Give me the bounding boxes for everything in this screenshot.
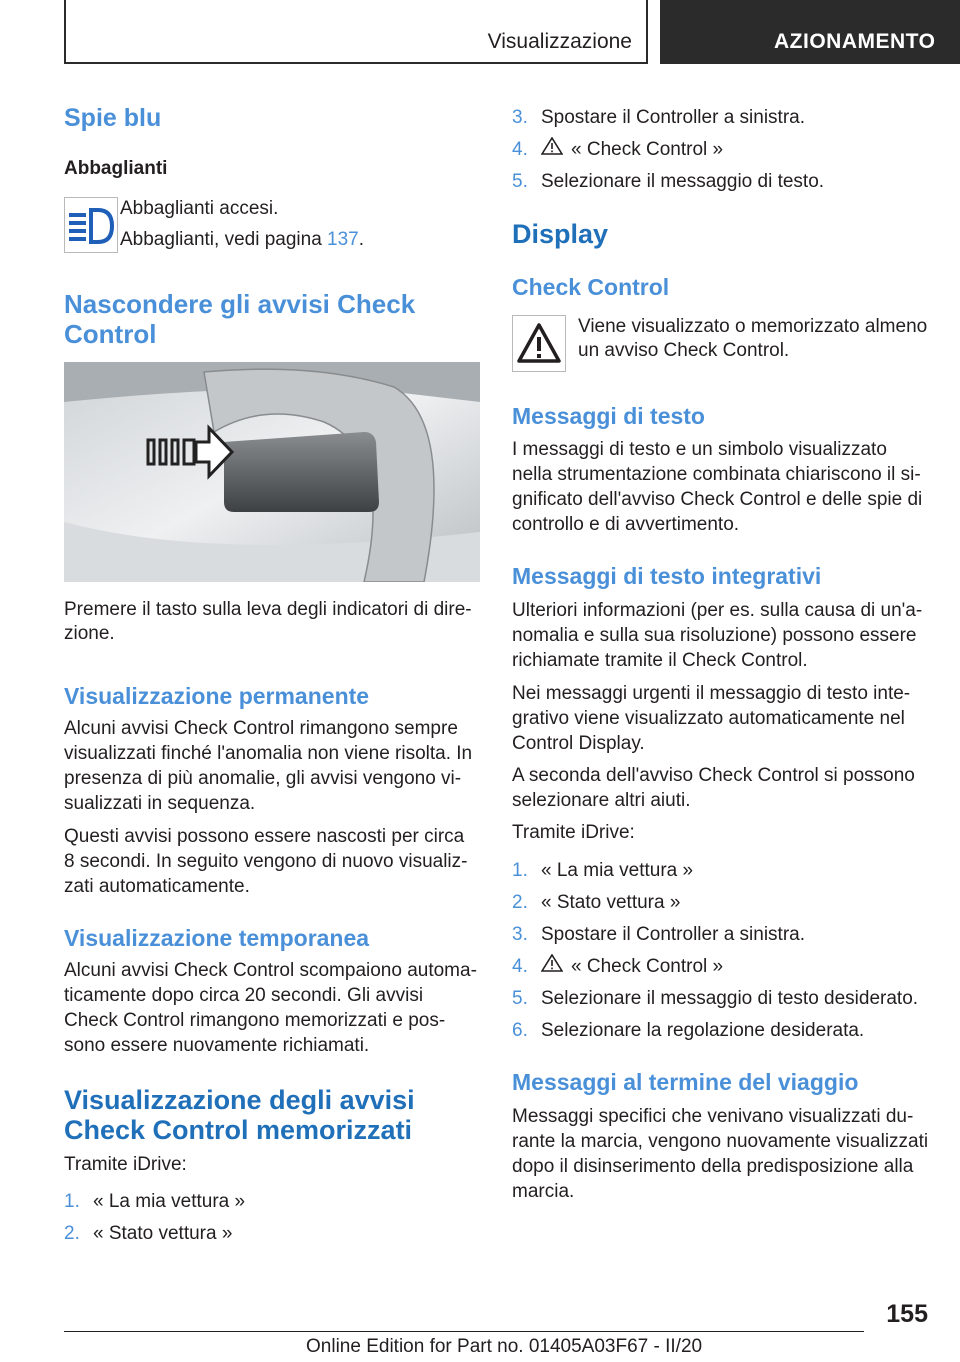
msg-line-2: nella strumentazione combinata chiariscono il si- (512, 464, 921, 485)
caption-line-1: Premere il tasto sulla leva degli indicatori di dire- (64, 599, 472, 620)
perm-line-5: Questi avvisi possono essere nascosti per circa (64, 826, 465, 847)
heading-memorizzati-line1: Visualizzazione degli avvisi (64, 1085, 415, 1115)
heading-abbaglianti: Abbaglianti (64, 158, 168, 179)
perm-line-2: visualizzati finché l'anomalia non viene risolta. In (64, 743, 473, 764)
turn-signal-lever-illustration (64, 362, 480, 582)
header-section-box (64, 0, 648, 64)
fine-line-2: rante la marcia, vengono nuovamente visualizzati (512, 1131, 929, 1152)
heading-nascondere-line1: Nascondere gli avvisi Check (64, 289, 416, 319)
page-number: 155 (886, 1300, 928, 1328)
int-line-7: A seconda dell'avviso Check Control si possono (512, 765, 915, 786)
list-item: 1. « La mia vettura » (64, 1191, 246, 1212)
int-line-1: Ulteriori informazioni (per es. sulla causa di un'a- (512, 600, 923, 621)
warning-triangle-icon (541, 954, 571, 979)
heading-memorizzati-line2: Check Control memorizzati (64, 1115, 413, 1145)
perm-line-7: zati automaticamente. (64, 876, 250, 897)
tramite-idrive-right: Tramite iDrive: (512, 822, 635, 843)
list-item: 1. « La mia vettura » (512, 860, 694, 881)
heading-spie-blu: Spie blu (64, 104, 162, 132)
heading-nascondere-line2: Control (64, 319, 157, 349)
perm-line-1: Alcuni avvisi Check Control rimangono sempre (64, 718, 458, 739)
page-link-137[interactable]: 137 (327, 229, 359, 250)
int-line-4: Nei messaggi urgenti il messaggio di testo inte- (512, 683, 911, 704)
int-line-8: selezionare altri aiuti. (512, 790, 691, 811)
list-item: 5. Selezionare il messaggio di testo. (512, 171, 825, 192)
warning-triangle-icon (541, 137, 571, 162)
list-item: 3. Spostare il Controller a sinistra. (512, 107, 805, 128)
list-item: 2. « Stato vettura » (64, 1223, 233, 1244)
fine-line-3: dopo il disinserimento della predisposizione alla (512, 1156, 914, 1177)
caption-line-2: zione. (64, 623, 115, 644)
msg-line-3: gnificato dell'avviso Check Control e delle spie di (512, 489, 923, 510)
list-item: 4. « Check Control » (512, 956, 724, 977)
list-item: 5. Selezionare il messaggio di testo desiderato. (512, 988, 919, 1009)
temp-line-2: ticamente dopo circa 20 secondi. Gli avvisi (64, 985, 424, 1006)
temp-line-3: Check Control rimangono memorizzati e pos- (64, 1010, 446, 1031)
check-line-2: un avviso Check Control. (578, 340, 790, 361)
list-item: 6. Selezionare la regolazione desiderata. (512, 1020, 865, 1041)
header-chapter-title: AZIONAMENTO (774, 30, 936, 53)
footer-divider (64, 1331, 864, 1332)
perm-line-4: sualizzati in sequenza. (64, 793, 256, 814)
heading-check-control: Check Control (512, 274, 670, 300)
footer-edition: Online Edition for Part no. 01405A03F67 - II/20 (306, 1336, 703, 1357)
warning-triangle-icon (512, 315, 566, 372)
list-item: 3. Spostare il Controller a sinistra. (512, 924, 805, 945)
fine-line-1: Messaggi specifici che venivano visualizzati du- (512, 1106, 914, 1127)
heading-termine-viaggio: Messaggi al termine del viaggio (512, 1069, 859, 1095)
fine-line-4: marcia. (512, 1181, 575, 1202)
abbaglianti-text-2: Abbaglianti, vedi pagina 137. (120, 229, 365, 250)
high-beam-icon (64, 197, 118, 253)
heading-messaggi-testo: Messaggi di testo (512, 403, 705, 429)
int-line-3: richiamate tramite il Check Control. (512, 650, 808, 671)
perm-line-3: presenza di più anomalie, gli avvisi vengono vi- (64, 768, 462, 789)
msg-line-1: I messaggi di testo e un simbolo visualizzato (512, 439, 887, 460)
heading-temporanea: Visualizzazione temporanea (64, 925, 370, 951)
header-section-title: Visualizzazione (487, 30, 632, 53)
abbaglianti-text-1: Abbaglianti accesi. (120, 198, 279, 219)
temp-line-4: sono essere nuovamente richiamati. (64, 1035, 370, 1056)
int-line-6: Control Display. (512, 733, 645, 754)
list-item: 2. « Stato vettura » (512, 892, 681, 913)
temp-line-1: Alcuni avvisi Check Control scompaiono automa- (64, 960, 477, 981)
msg-line-4: controllo e di avvertimento. (512, 514, 740, 535)
header-chapter-box (660, 0, 960, 64)
tramite-idrive-left: Tramite iDrive: (64, 1154, 187, 1175)
list-item: 4. « Check Control » (512, 139, 724, 160)
int-line-5: grativo viene visualizzato automaticamente nel (512, 708, 905, 729)
heading-integrativi: Messaggi di testo integrativi (512, 563, 822, 589)
check-line-1: Viene visualizzato o memorizzato almeno (578, 316, 928, 337)
heading-display: Display (512, 219, 609, 249)
heading-permanente: Visualizzazione permanente (64, 683, 370, 709)
int-line-2: nomalia e sulla sua risoluzione) possono essere (512, 625, 917, 646)
perm-line-6: 8 secondi. In seguito vengono di nuovo visualiz- (64, 851, 468, 872)
